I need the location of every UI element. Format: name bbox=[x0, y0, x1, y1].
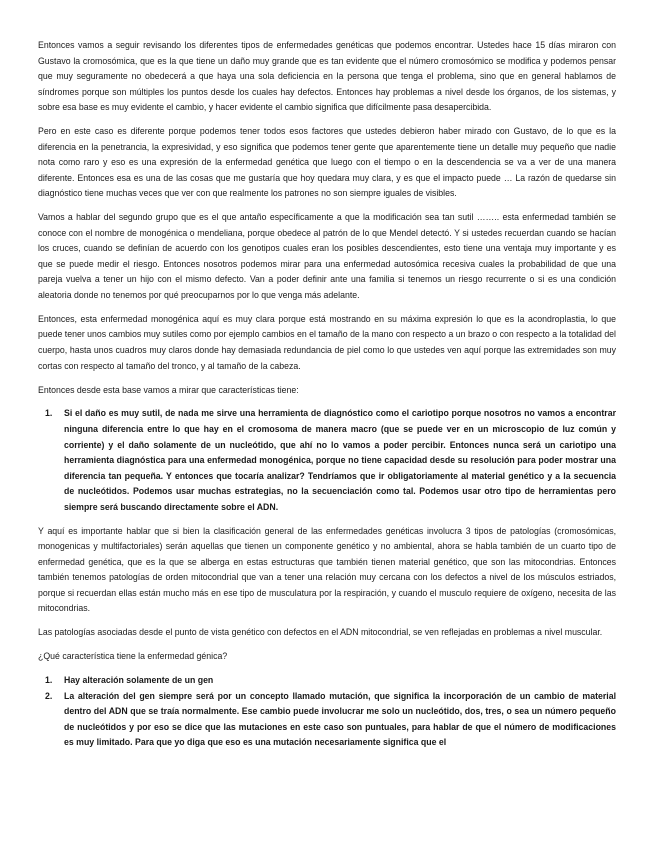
paragraph-penetrancia: Pero en este caso es diferente porque podemos tener todos esos factores que ustedes debieron haber mirado con Gustavo, de lo que es la diferencia en la penetrancia, la expresividad, y eso significa que podemos tener gente que aparentemente tiene un detalle muy pequeño que nadie nota como raro y eso es una expresión de la enfermedad genética que luego con el tiempo o en la descendencia se va a ver de una manera diferente. Entonces esa es una de las cosas que me gustaría que hoy quedara muy clara, y es que el impacto puede … La razón de quedarse sin diagnóstico tiene muchas veces que ver con que realmente los patrones no son siempre iguales de visibles. bbox=[38, 126, 616, 199]
paragraph-question-genica: ¿Qué característica tiene la enfermedad génica? bbox=[38, 651, 228, 662]
list-diagnostico bbox=[38, 406, 616, 515]
paragraph-acondroplastia: Entonces, esta enfermedad monogénica aquí es muy clara porque está mostrando en su máxima expresión lo que es la acondroplastia, lo que puede tener unos cambios muy sutiles como por ejemplo cambios en el tamaño de la mano con respecto a un brazo o con respecto a la totalidad del cuerpo, hasta unos cuadros muy claros donde hay demasiada redundancia de piel como lo que ustedes ven aquí porque las extremidades son muy cortas con respecto al tamaño del tronco, y al tamaño de la cabeza. bbox=[38, 313, 616, 371]
paragraph-adn-mitocondrial: Las patologías asociadas desde el punto de vista genético con defectos en el ADN mitocondrial, se ven reflejadas en problemas a nivel muscular. bbox=[38, 627, 603, 638]
list-number: 1. bbox=[45, 675, 53, 686]
paragraph-segundo-grupo: Vamos a hablar del segundo grupo que es el que antaño específicamente a que la modificación sea tan sutil …….. esta enfermedad también se conoce con el nombre de monogénica o mendeliana, porque obedece al patrón de lo que Mendel detectó. Y si ustedes recuerdan cuando se hacían los cruces, cuando se definían de acuerdo con los genotipos cuales eran los posibles descendientes, esto tiene una ventaja muy importante y es que se puede medir el riesgo. Entonces nosotros podemos mirar para una enfermedad autosómica recesiva cuales la probabilidad de que una pareja vuelva a tener un hijo con el mismo defecto. Van a poder definir ante una familia si tenemos un riesgo recurrente o si es una condición aleatoria donde no tenemos por qué preocuparnos por lo que venga más adelante. bbox=[38, 212, 616, 300]
list-number: 1. bbox=[45, 408, 53, 419]
list-item bbox=[38, 673, 616, 689]
list-item-text: La alteración del gen siempre será por un concepto llamado mutación, que significa la incorporación de un cambio de material dentro del ADN que se traía normalmente. Ese cambio puede involucrar me solo un nucleótido, dos, tres, o sea un número pequeño de nucleótidos y por eso se dice que las mutaciones en este caso son puntuales, para hablar de que el número de modificaciones es muy limitado. Para que yo diga que eso es una mutación necesariamente significa que el bbox=[64, 690, 616, 748]
paragraph-caracteristicas-intro: Entonces desde esta base vamos a mirar que características tiene: bbox=[38, 384, 299, 395]
document-page bbox=[38, 38, 616, 759]
paragraph-mitocondrias: Y aquí es importante hablar que si bien la clasificación general de las enfermedades genéticas involucra 3 tipos de patologías (cromosómicas, monogenicas y multifactoriales) serán aquellas que tienen un componente genético y no ambiental, ahora se habla también de un cuarto tipo de enfermedad genética, que es la que se alberga en estas estructuras que también tienen material genético, que son las mitocondrias. Entonces también tenemos patologías de orden mitocondrial que van a tener una relación muy cercana con los defectos a nivel de los músculos estriados, porque si recuerdan ellas están mucho más en ese tipo de musculatura por la respiración, y cuando el musculo requiere de oxígeno, necesita de las mitocondrias. bbox=[38, 525, 616, 614]
list-item-text: Hay alteración solamente de un gen bbox=[64, 675, 214, 686]
list-item-text: Si el daño es muy sutil, de nada me sirve una herramienta de diagnóstico como el cariotipo porque nosotros no vamos a encontrar ninguna diferencia entre lo que hay en el cromosoma de manera macro (que se puede ver en un microscopio de luz común y corriente) y el daño solamente de un nucleótido, que ahí no lo vamos a poder percibir. Entonces nunca será un cariotipo una herramienta diagnóstica para una enfermedad monogénica, porque no tiene capacidad desde su resolución para poder mostrar una diferencia tan pequeña. Y entonces que tocaría analizar? Tendríamos que ir obligatoriamente al material genético y a la secuencia de nucleótidos. Podemos usar muchas estrategias, no la secuenciación como tal. Podemos usar otro tipo de herramientas pero siempre será buscando directamente sobre el ADN. bbox=[64, 408, 616, 512]
list-item bbox=[38, 689, 616, 751]
paragraph-intro-cromosomica: Entonces vamos a seguir revisando los diferentes tipos de enfermedades genéticas que podemos encontrar. Ustedes hace 15 días miraron con Gustavo la cromosómica, que es la que tiene un daño muy grande que es tan evidente que el número cromosómico se modifica y podemos pensar que muy seguramente no obedecerá a que haya una sola deficiencia en la persona que tenga el problema, sino que en general hablamos de síndromes porque son múltiples los puntos desde los cuales hay defectos. Entonces hay problemas a nivel desde los órganos, de los sistemas, y sobre esa base es muy evidente el cambio, y hacer evidente el cambio significa que difícilmente pasa desapercibida. bbox=[38, 40, 616, 113]
list-caracteristicas bbox=[38, 673, 616, 751]
list-number: 2. bbox=[45, 690, 53, 701]
list-item bbox=[38, 406, 616, 515]
